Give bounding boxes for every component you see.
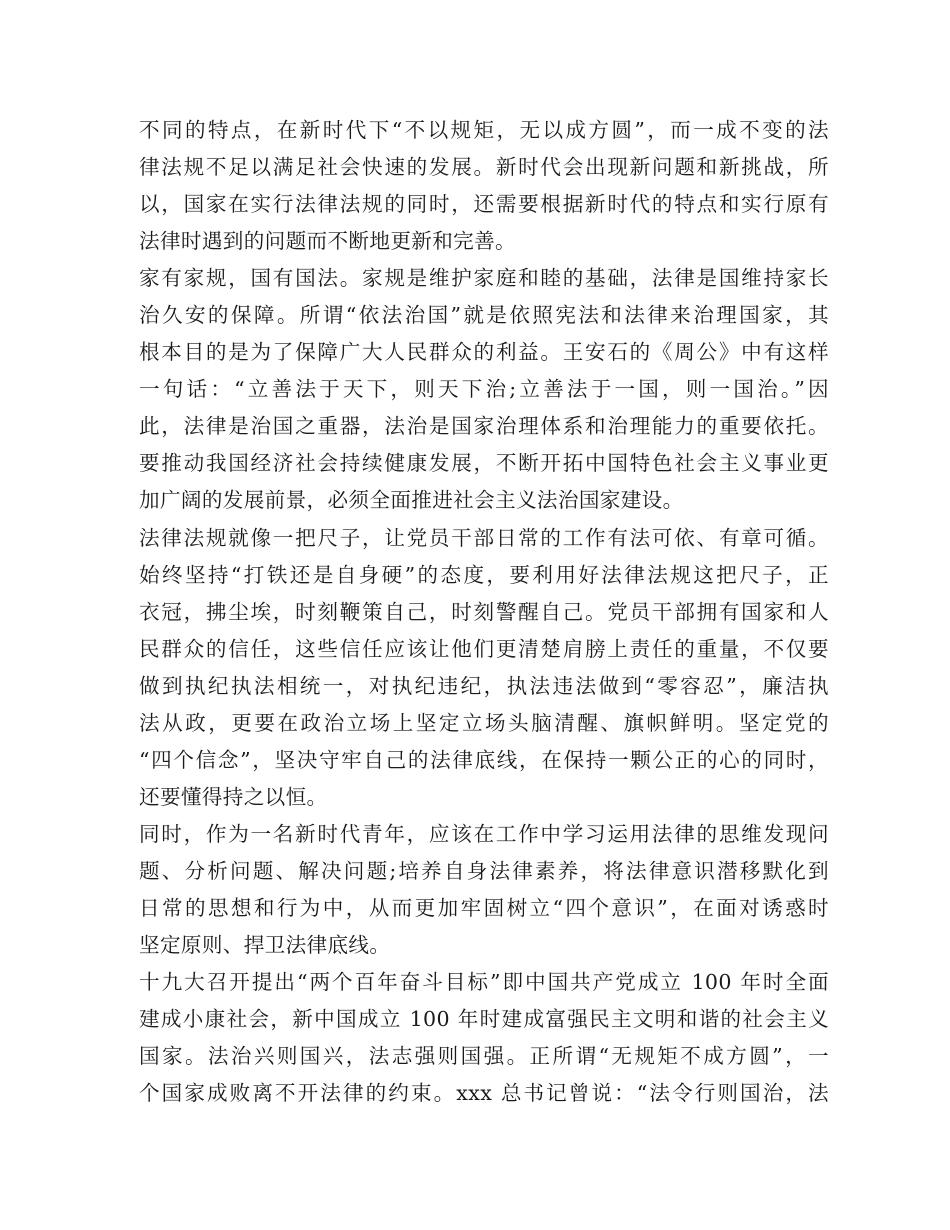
text-line: 民群众的信任，这些信任应该让他们更清楚肩膀上责任的重量，不仅要 xyxy=(139,636,829,661)
text-line: 做到执纪执法相统一，对执纪违纪，执法违法做到“零容忍”，廉洁执 xyxy=(139,673,829,698)
text-line: 同时，作为一名新时代青年，应该在工作中学习运用法律的思维发现问 xyxy=(139,821,829,846)
text-line: 要推动我国经济社会持续健康发展，不断开拓中国特色社会主义事业更 xyxy=(139,451,829,476)
text-line: 题、分析问题、解决问题;培养自身法律素养，将法律意识潜移默化到 xyxy=(139,858,829,883)
text-line: 此，法律是治国之重器，法治是国家治理体系和治理能力的重要依托。 xyxy=(139,414,829,439)
text-line: 不同的特点，在新时代下“不以规矩，无以成方圆”，而一成不变的法 xyxy=(139,118,829,142)
text-line: 法律时遇到的问题而不断地更新和完善。 xyxy=(139,229,516,254)
text-line: 治久安的保障。所谓“依法治国”就是依照宪法和法律来治理国家，其 xyxy=(139,303,829,328)
text-line: 律法规不足以满足社会快速的发展。新时代会出现新问题和新挑战，所 xyxy=(139,155,829,180)
body-text xyxy=(139,112,829,1112)
text-line: 以，国家在实行法律法规的同时，还需要根据新时代的特点和实行原有 xyxy=(139,192,829,217)
text-line: 坚定原则、捍卫法律底线。 xyxy=(139,933,391,958)
text-line: 日常的思想和行为中，从而更加牢固树立“四个意识”，在面对诱惑时 xyxy=(139,895,829,920)
text-line: 法从政，更要在政治立场上坚定立场头脑清醒、旗帜鲜明。坚定党的 xyxy=(139,710,829,735)
text-line: 加广阔的发展前景，必须全面推进社会主义法治国家建设。 xyxy=(139,488,684,513)
text-line: 法律法规就像一把尺子，让党员干部日常的工作有法可依、有章可循。 xyxy=(139,525,829,550)
text-line: 国家。法治兴则国兴，法志强则国强。正所谓“无规矩不成方圆”，一 xyxy=(139,1044,829,1069)
text-line: 建成小康社会，新中国成立 100 年时建成富强民主文明和谐的社会主义 xyxy=(139,1007,829,1032)
text-line: 还要懂得持之以恒。 xyxy=(139,784,328,809)
text-line: 一句话：“立善法于天下，则天下治;立善法于一国，则一国治。”因 xyxy=(139,377,829,402)
text-line: 十九大召开提出“两个百年奋斗目标”即中国共产党成立 100 年时全面 xyxy=(139,970,829,995)
text-line: 根本目的是为了保障广大人民群众的利益。王安石的《周公》中有这样 xyxy=(139,340,829,365)
text-line: “四个信念”，坚决守牢自己的法律底线，在保持一颗公正的心的同时， xyxy=(139,747,829,772)
text-line: 始终坚持“打铁还是自身硬”的态度，要利用好法律法规这把尺子，正 xyxy=(139,562,829,587)
text-line: 家有家规，国有国法。家规是维护家庭和睦的基础，法律是国维持家长 xyxy=(139,266,829,291)
text-line: 个国家成败离不开法律的约束。xxx 总书记曾说：“法令行则国治，法 xyxy=(139,1081,829,1106)
text-line: 衣冠，拂尘埃，时刻鞭策自己，时刻警醒自己。党员干部拥有国家和人 xyxy=(139,599,829,624)
